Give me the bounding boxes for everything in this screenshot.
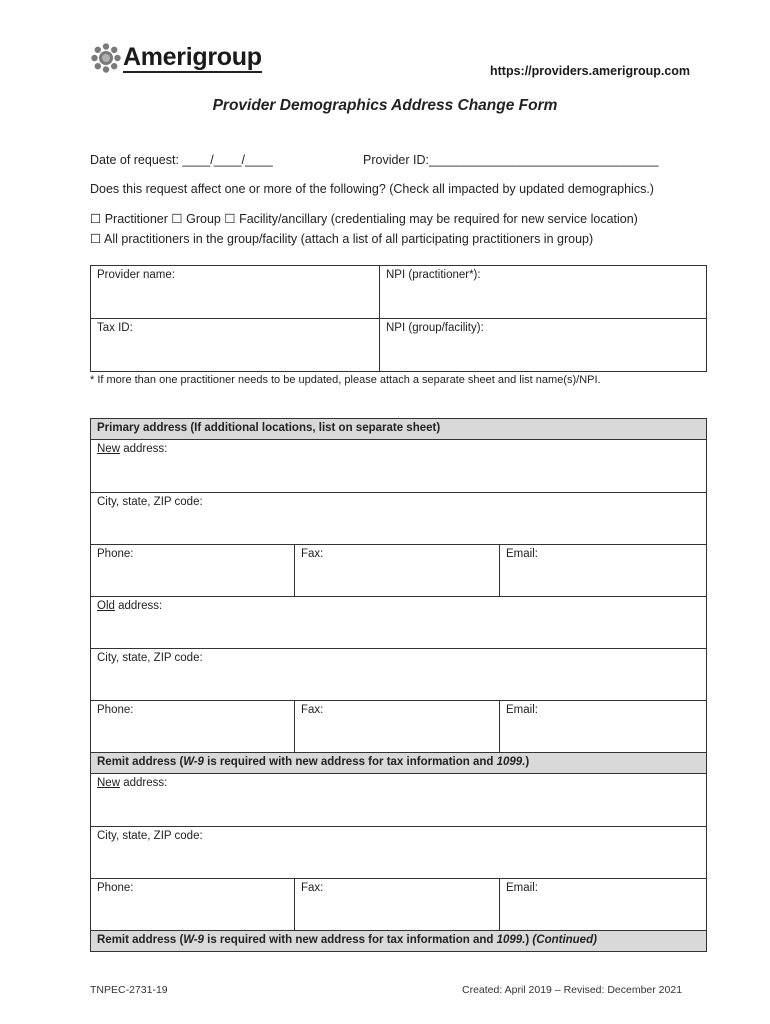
all-practitioners-label: All practitioners in the group/facility (attach a list of all participating practitioners in group) [104, 232, 594, 246]
remit-city-field[interactable]: City, state, ZIP code: [91, 827, 707, 879]
all-practitioners-checkbox[interactable]: ☐ [90, 232, 102, 246]
date-of-request-field[interactable]: Date of request: ____/____/____ [90, 153, 273, 167]
primary-address-header: Primary address (If additional locations, list on separate sheet) [91, 419, 707, 440]
primary-new-address-field[interactable] [91, 440, 707, 493]
affect-question: Does this request affect one or more of the following? (Check all impacted by updated demographics.) [90, 182, 654, 196]
provider-id-field[interactable]: Provider ID:_________________________________ [363, 153, 659, 167]
primary-old-email-field[interactable]: Email: [500, 701, 707, 753]
primary-old-phone-field[interactable]: Phone: [91, 701, 295, 753]
options-row-2 [90, 231, 593, 246]
provider-name-field[interactable]: Provider name: [91, 266, 380, 319]
practitioner-label: Practitioner [104, 212, 168, 226]
primary-old-fax-field[interactable]: Fax: [295, 701, 500, 753]
new-label: New [97, 777, 121, 789]
primary-fax-field[interactable]: Fax: [295, 545, 500, 597]
new-label: New [97, 443, 121, 455]
address-table [90, 418, 707, 952]
remit-fax-field[interactable]: Fax: [295, 879, 500, 931]
address-label: address: [120, 777, 168, 789]
provider-url[interactable]: https://providers.amerigroup.com [490, 64, 691, 78]
remit-continued-header: Remit address (W-9 is required with new address for tax information and 1099.) (Continued) [91, 931, 707, 952]
primary-email-field[interactable]: Email: [500, 545, 707, 597]
form-title: Provider Demographics Address Change Form [212, 97, 558, 114]
address-label: address: [114, 600, 163, 612]
old-label: Old [97, 600, 115, 612]
remit-phone-field[interactable]: Phone: [91, 879, 295, 931]
tax-id-field[interactable]: Tax ID: [91, 319, 380, 372]
sunburst-logo-icon [90, 42, 122, 74]
remit-email-field[interactable]: Email: [500, 879, 707, 931]
remit-address-header: Remit address (W-9 is required with new address for tax information and 1099.) [91, 753, 707, 774]
group-label: Group [186, 212, 221, 226]
primary-old-city-field[interactable]: City, state, ZIP code: [91, 649, 707, 701]
provider-table [90, 265, 707, 372]
options-row-1 [90, 211, 638, 226]
group-checkbox[interactable]: ☐ [171, 212, 183, 226]
primary-old-address-field[interactable] [91, 597, 707, 649]
facility-label: Facility/ancillary (credentialing may be required for new service location) [239, 212, 638, 226]
amerigroup-logo [90, 40, 262, 76]
practitioner-checkbox[interactable]: ☐ [90, 212, 102, 226]
remit-new-address-field[interactable] [91, 774, 707, 827]
primary-city-field[interactable]: City, state, ZIP code: [91, 493, 707, 545]
form-dates: Created: April 2019 – Revised: December 2021 [462, 984, 683, 996]
form-code: TNPEC-2731-19 [90, 984, 168, 996]
npi-group-field[interactable]: NPI (group/facility): [380, 319, 707, 372]
logo-text: Amerigroup [123, 42, 262, 71]
primary-phone-field[interactable]: Phone: [91, 545, 295, 597]
npi-practitioner-field[interactable]: NPI (practitioner*): [380, 266, 707, 319]
facility-checkbox[interactable]: ☐ [224, 212, 236, 226]
footnote: * If more than one practitioner needs to be updated, please attach a separate sheet and list name(s)/NPI. [90, 374, 601, 386]
address-label: address: [120, 443, 168, 455]
